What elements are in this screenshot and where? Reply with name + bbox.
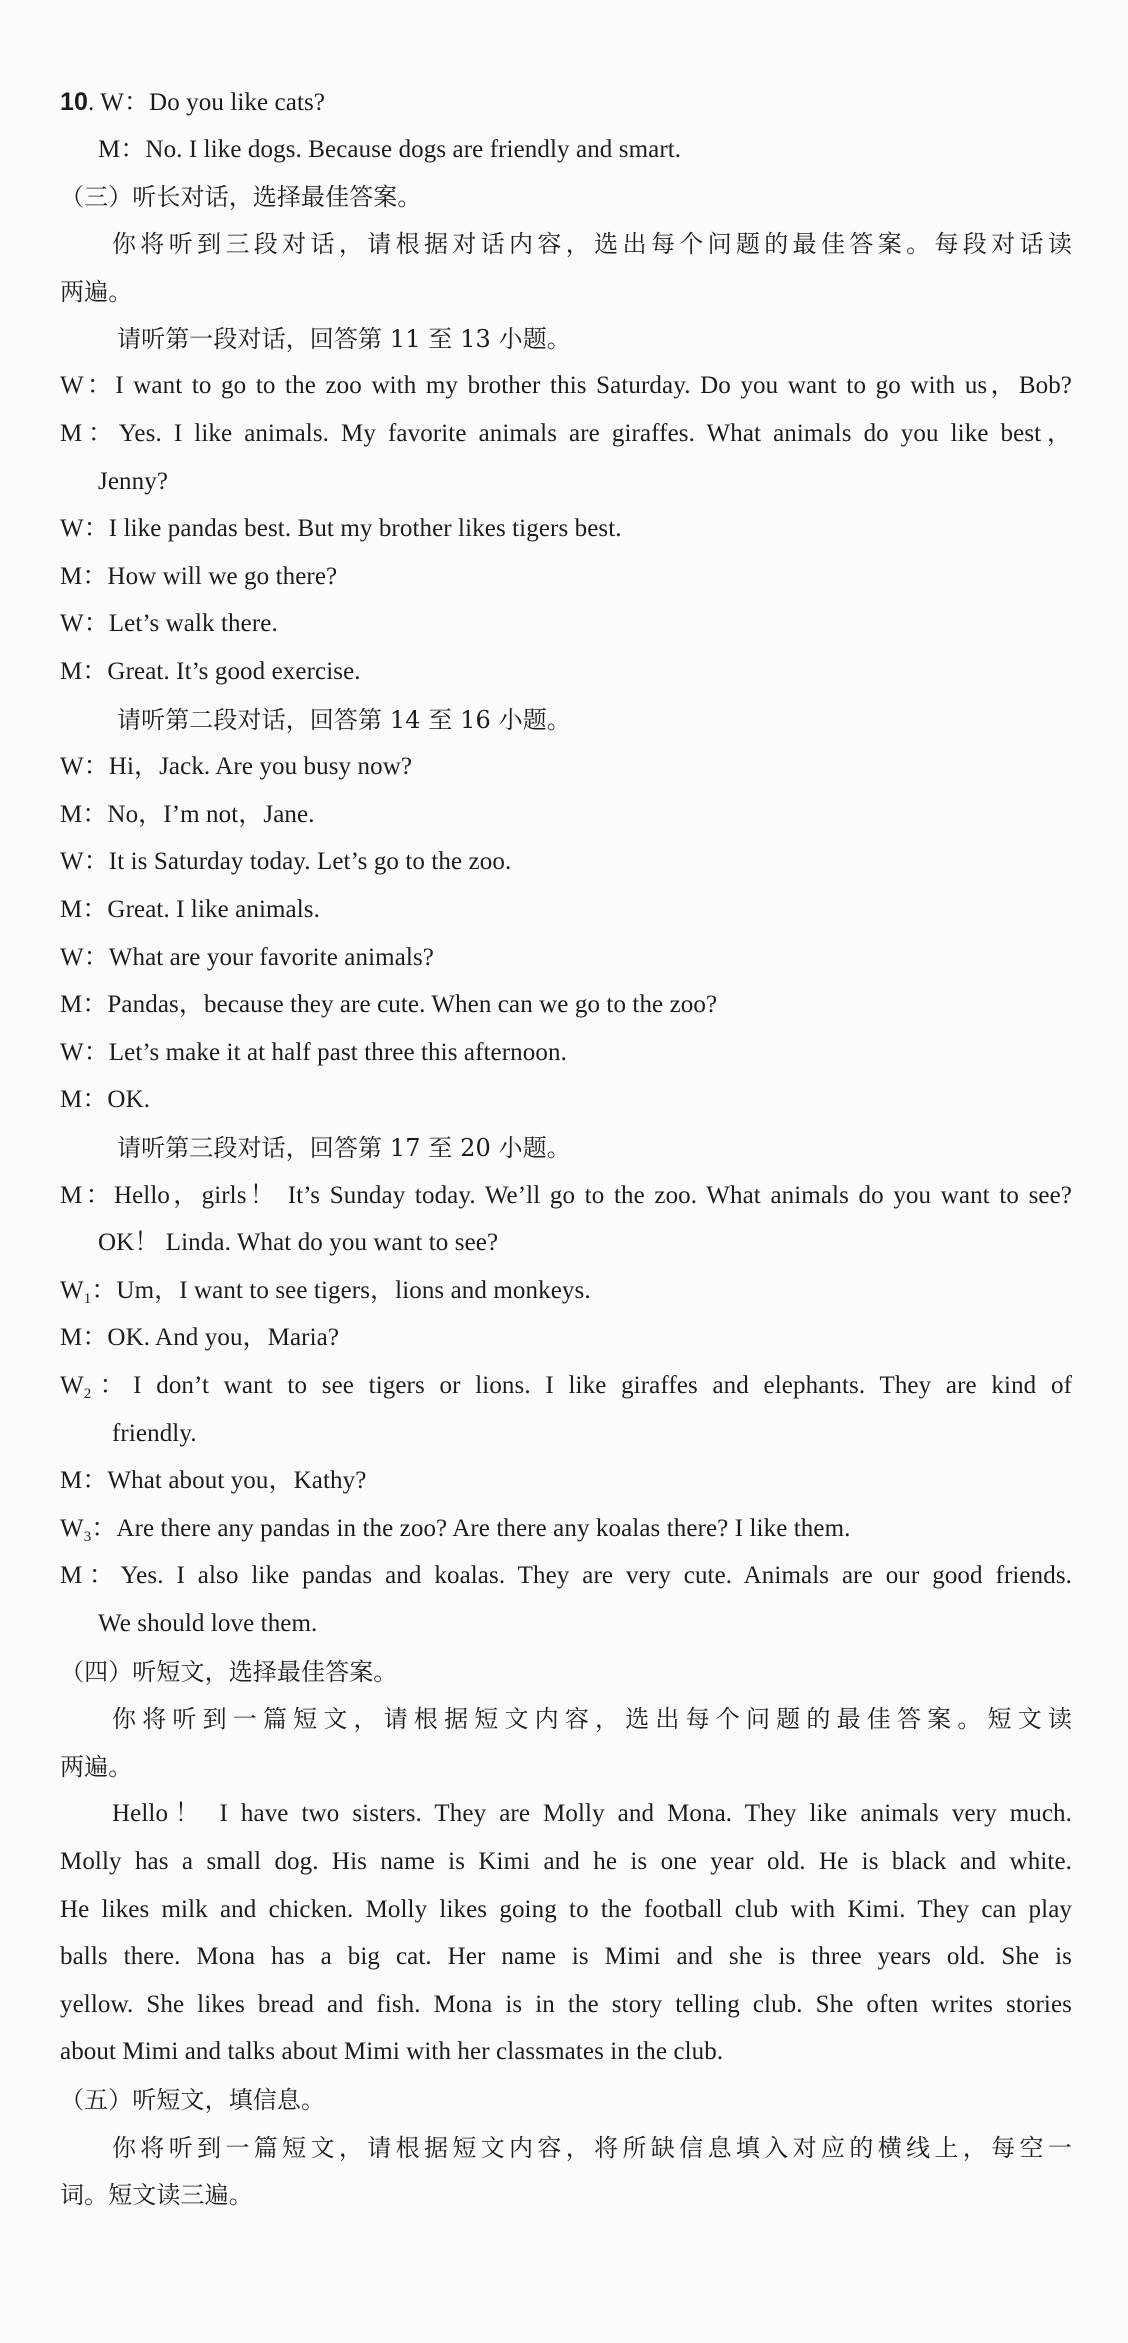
dialogue-line: M：Great. It’s good exercise. <box>60 658 361 685</box>
dialogue-line: W：What are your favorite animals? <box>60 944 434 971</box>
passage-line: He likes milk and chicken. Molly likes going to the football club with Kimi. They can play <box>60 1896 1072 1923</box>
q10-question-line: 10. W：Do you like cats? <box>60 88 326 116</box>
passage-line: Hello！ I have two sisters. They are Molly and Mona. They like animals very much. <box>112 1800 1072 1827</box>
dialogue-line: M：OK. <box>60 1086 151 1113</box>
dialogue-line: W：It is Saturday today. Let’s go to the zoo. <box>60 848 512 875</box>
question-number: 10 <box>60 88 89 116</box>
dialogue-line: M：Pandas，because they are cute. When can we go to the zoo? <box>60 991 718 1018</box>
dialogue-line: Jenny? <box>98 468 169 495</box>
passage-line: yellow. She likes bread and fish. Mona is in the story telling club. She often writes stories <box>60 1991 1072 2018</box>
section-5-instruction: 你将听到一篇短文，请根据短文内容，将所缺信息填入对应的横线上，每空一 <box>112 2134 1072 2162</box>
section-5-title: （五）听短文，填信息。 <box>60 2086 326 2114</box>
dialogue-line: M：Yes. I like animals. My favorite animals are giraffes. What animals do you like best， <box>60 420 1072 447</box>
dialogue-line: $W_1$：Um，I want to see tigers，lions and monkeys. <box>60 1277 591 1307</box>
section-4-instruction-cont: 两遍。 <box>60 1753 133 1781</box>
dialogue-line: M：How will we go there? <box>60 563 338 590</box>
dialogue-line: friendly. <box>112 1420 197 1447</box>
q10-answer-line: M：No. I like dogs. Because dogs are friendly and smart. <box>98 136 682 163</box>
section-4-instruction: 你将听到一篇短文，请根据短文内容，选出每个问题的最佳答案。短文读 <box>112 1705 1072 1733</box>
dialogue-3-heading: 请听第三段对话，回答第 17 至 20 小题。 <box>117 1134 571 1162</box>
dialogue-line: W：Let’s walk there. <box>60 610 278 637</box>
dialogue-line: W：I like pandas best. But my brother likes tigers best. <box>60 515 622 542</box>
dialogue-line: M：Hello，girls！ It’s Sunday today. We’ll go to the zoo. What animals do you want to see? <box>60 1182 1072 1209</box>
dialogue-line: W：I want to go to the zoo with my brother this Saturday. Do you want to go with us，Bob? <box>60 372 1072 399</box>
dialogue-line: We should love them. <box>98 1610 318 1637</box>
dialogue-line: M：Yes. I also like pandas and koalas. They are very cute. Animals are our good friends. <box>60 1562 1072 1589</box>
dialogue-line: W：Let’s make it at half past three this afternoon. <box>60 1039 567 1066</box>
dialogue-line: M：No，I’m not，Jane. <box>60 801 315 828</box>
passage-line: about Mimi and talks about Mimi with her classmates in the club. <box>60 2038 724 2065</box>
dialogue-line: OK！ Linda. What do you want to see? <box>98 1229 499 1256</box>
passage-line: Molly has a small dog. His name is Kimi and he is one year old. He is black and white. <box>60 1848 1072 1875</box>
dialogue-line: $W_2$：I don’t want to see tigers or lions. I like giraffes and elephants. They are kind of <box>60 1372 1072 1402</box>
section-3-title: （三）听长对话，选择最佳答案。 <box>60 183 422 211</box>
passage-line: balls there. Mona has a big cat. Her name is Mimi and she is three years old. She is <box>60 1943 1072 1970</box>
dialogue-line: M：What about you，Kathy? <box>60 1467 367 1494</box>
dialogue-line: W：Hi，Jack. Are you busy now? <box>60 753 413 780</box>
section-3-instruction: 你将听到三段对话，请根据对话内容，选出每个问题的最佳答案。每段对话读 <box>112 230 1072 258</box>
section-5-instruction-cont: 词。短文读三遍。 <box>60 2181 253 2209</box>
dialogue-line: M：OK. And you，Maria? <box>60 1324 340 1351</box>
section-3-instruction-cont: 两遍。 <box>60 278 133 306</box>
section-4-title: （四）听短文，选择最佳答案。 <box>60 1658 398 1686</box>
dialogue-line: $W_3$：Are there any pandas in the zoo? Are there any koalas there? I like them. <box>60 1515 851 1545</box>
dialogue-2-heading: 请听第二段对话，回答第 14 至 16 小题。 <box>117 706 571 734</box>
dialogue-1-heading: 请听第一段对话，回答第 11 至 13 小题。 <box>117 325 571 353</box>
dialogue-line: M：Great. I like animals. <box>60 896 320 923</box>
